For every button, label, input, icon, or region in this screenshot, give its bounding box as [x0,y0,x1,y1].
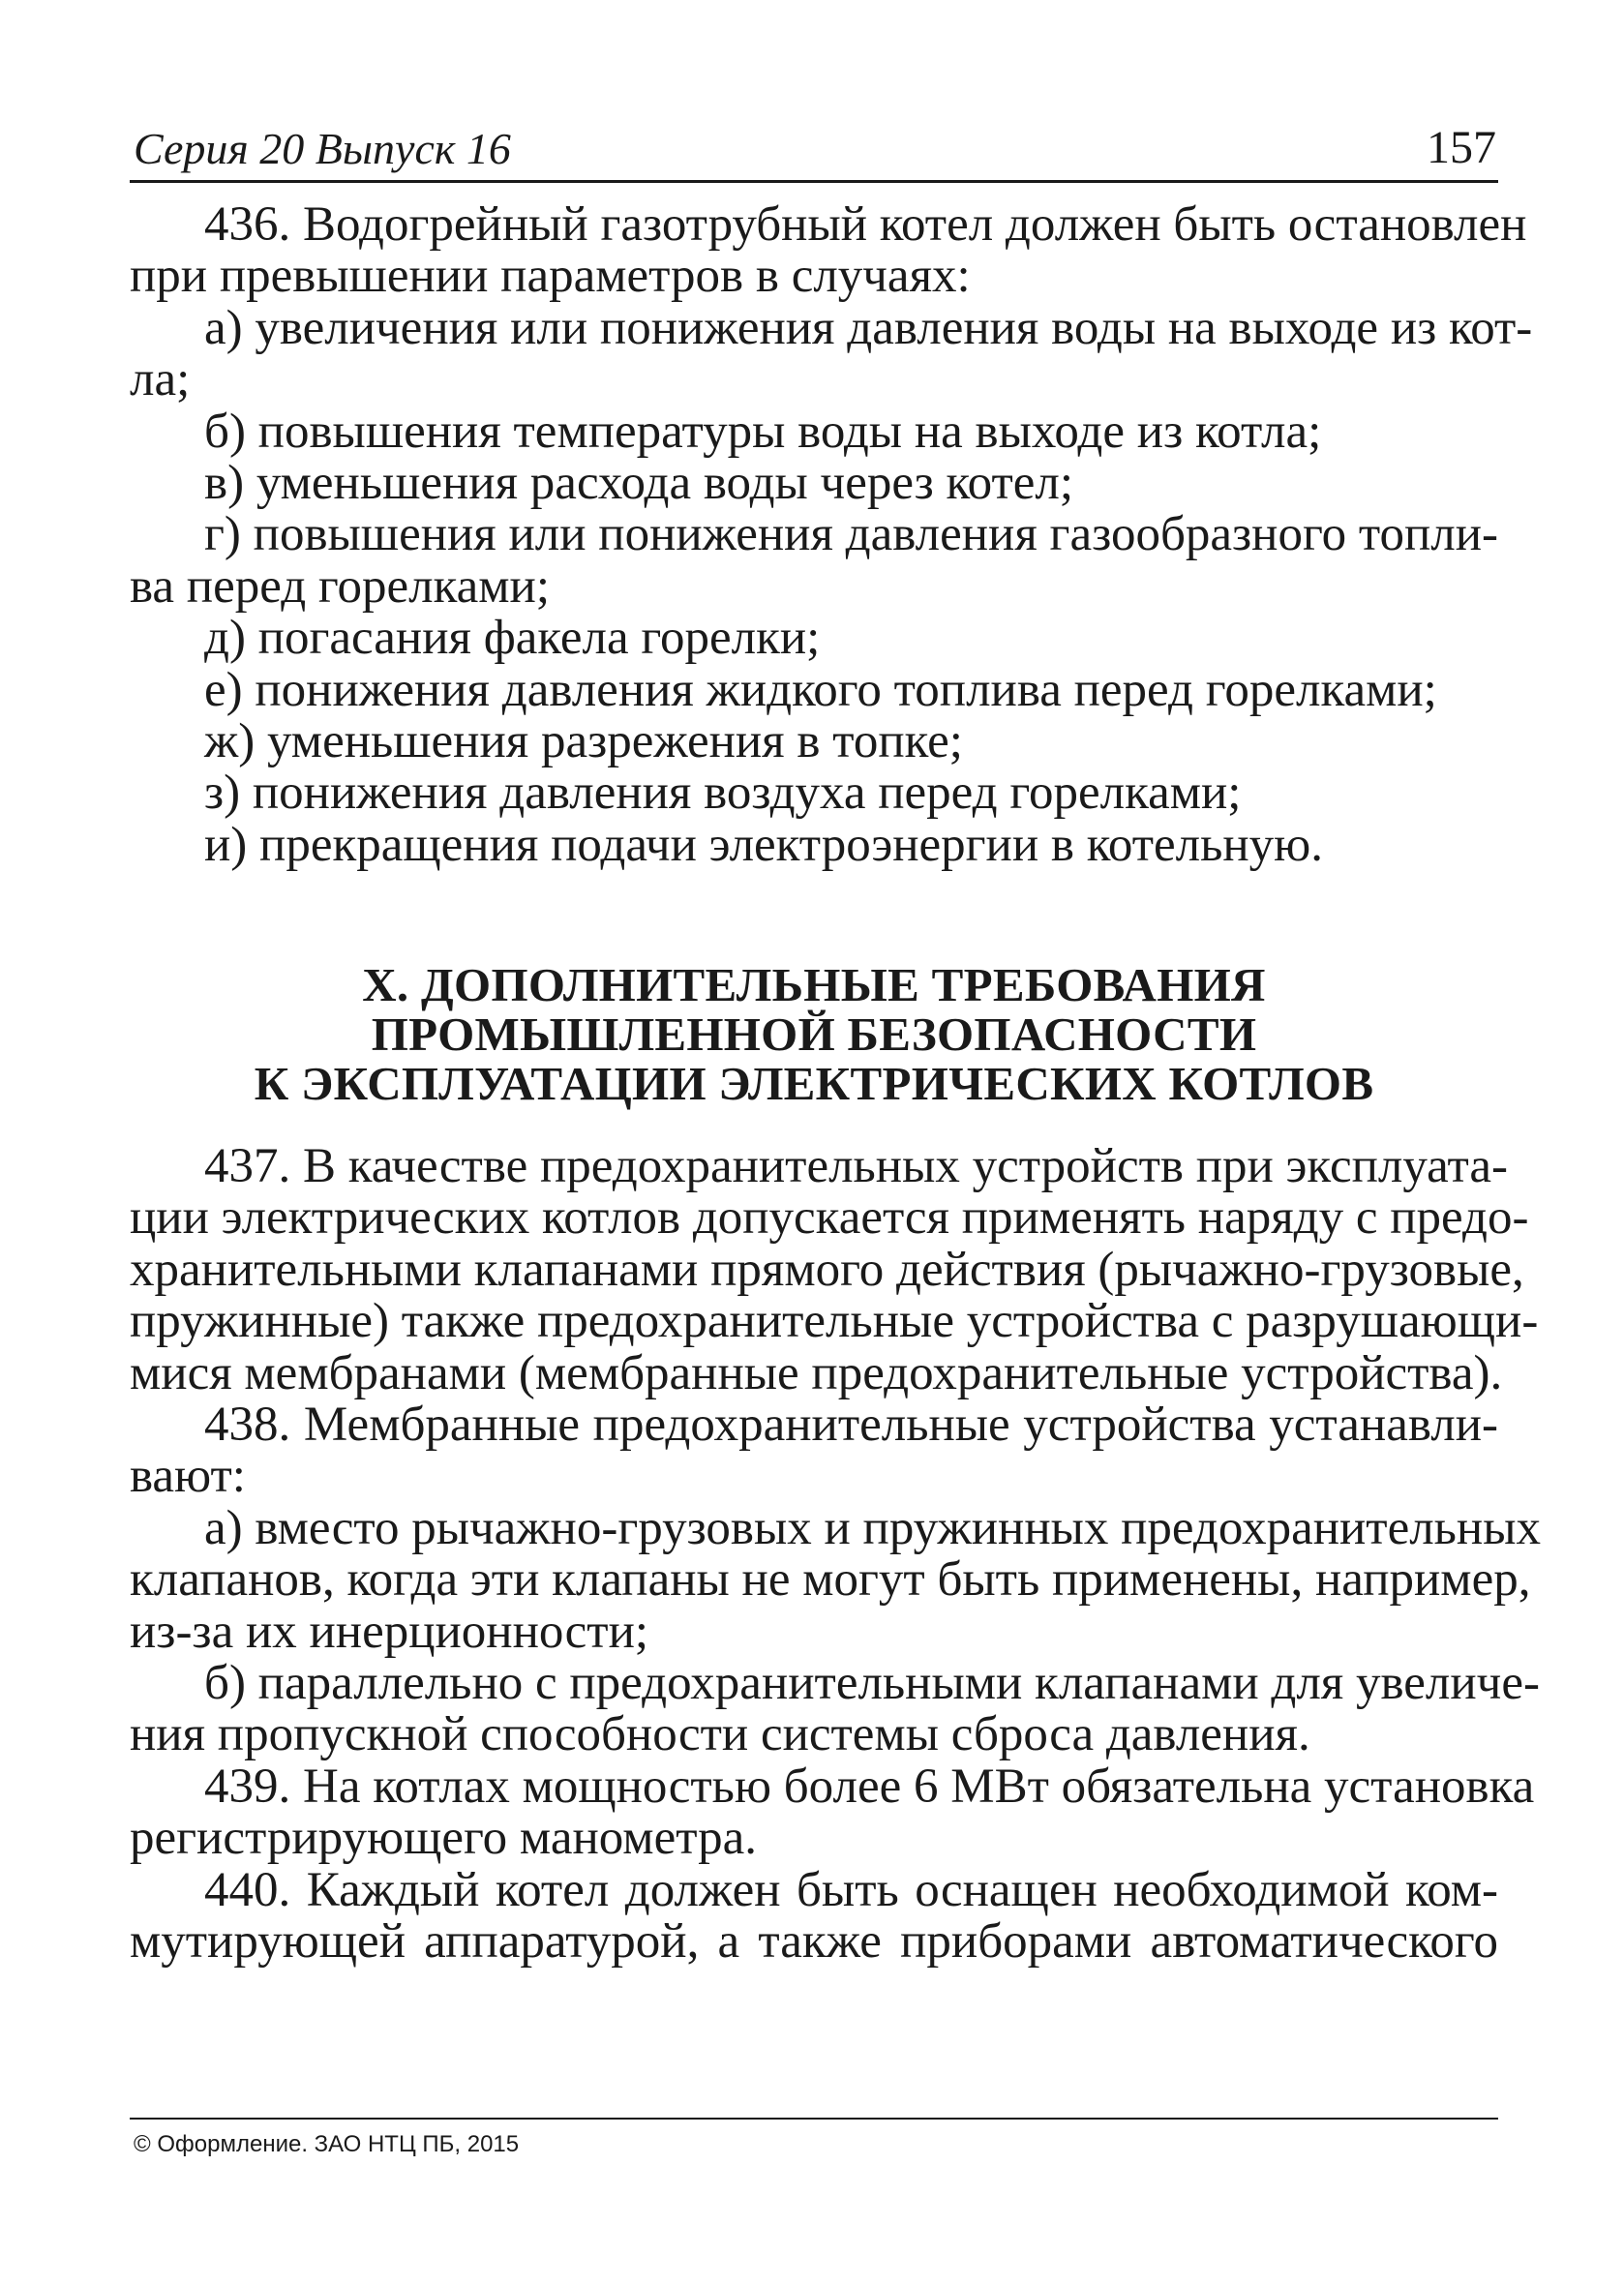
text-line: из-за их инерционности; [130,1604,649,1659]
text-line: ж) уменьшения разрежения в топке; [204,713,963,768]
text-line: г) повышения или понижения давления газообразного топли- [204,507,1498,562]
text-line: з) понижения давления воздуха перед горелками; [204,766,1242,821]
text-line: клапанов, когда эти клапаны не могут быть применены, например, [130,1552,1531,1608]
heading-line: ПРОМЫШЛЕННОЙ БЕЗОПАСНОСТИ [371,1008,1257,1062]
text-line: а) вместо рычажно-грузовых и пружинных предохранительных [204,1500,1541,1555]
text-line: хранительными клапанами прямого действия (рычажно-грузовые, [130,1242,1524,1297]
text-line: вают: [130,1449,246,1504]
text-line: мися мембранами (мембранные предохранительные устройства). [130,1345,1503,1400]
text-line: а) увеличения или понижения давления воды на выходе из кот- [204,300,1533,355]
series-label: Серия 20 Выпуск 16 [134,124,511,173]
heading-line: X. ДОПОЛНИТЕЛЬНЫЕ ТРЕБОВАНИЯ [362,958,1266,1012]
section-heading [130,958,1498,1111]
section-spacer [130,871,1498,960]
text-line: ции электрических котлов допускается применять наряду с предо- [130,1190,1529,1246]
text-line: ния пропускной способности системы сброса давления. [130,1707,1310,1762]
text-line: регистрирующего манометра. [130,1811,758,1866]
text-line: б) повышения температуры воды на выходе из котла; [204,404,1322,459]
text-line: 438. Мембранные предохранительные устройства устанавли- [204,1398,1498,1453]
text-line: 436. Водогрейный газотрубный котел должен быть остановлен [204,197,1527,252]
running-header [130,118,1498,183]
text-line: б) параллельно с предохранительными клапанами для увеличе- [204,1655,1540,1710]
text-line: в) уменьшения расхода воды через котел; [204,455,1074,510]
page-number: 157 [1427,122,1496,173]
section-spacer [130,1108,1498,1141]
text-line: 440. Каждый котел должен быть оснащен необходимой ком- [204,1862,1498,1917]
text-line: 437. В качестве предохранительных устройств при эксплуата- [204,1139,1508,1194]
heading-line: К ЭКСПЛУАТАЦИИ ЭЛЕКТРИЧЕСКИХ КОТЛОВ [254,1057,1374,1111]
text-line: ва перед горелками; [130,558,550,614]
text-line: е) понижения давления жидкого топлива перед горелками; [204,662,1437,717]
text-line: при превышении параметров в случаях: [130,249,971,304]
page-footer [130,2118,1498,2158]
text-line: и) прекращения подачи электроэнергии в котельную. [204,817,1324,872]
copyright-notice: © Оформление. ЗАО НТЦ ПБ, 2015 [134,2131,520,2157]
text-line: 439. На котлах мощностью более 6 МВт обязательна установка [204,1759,1535,1814]
page-body [130,197,1541,1969]
text-line: пружинные) также предохранительные устройства с разрушающи- [130,1294,1539,1349]
text-line: д) погасания факела горелки; [204,611,821,666]
text-line: ла; [130,352,191,407]
text-line: мутирующей аппаратурой, а также приборами автоматического [130,1913,1498,1969]
